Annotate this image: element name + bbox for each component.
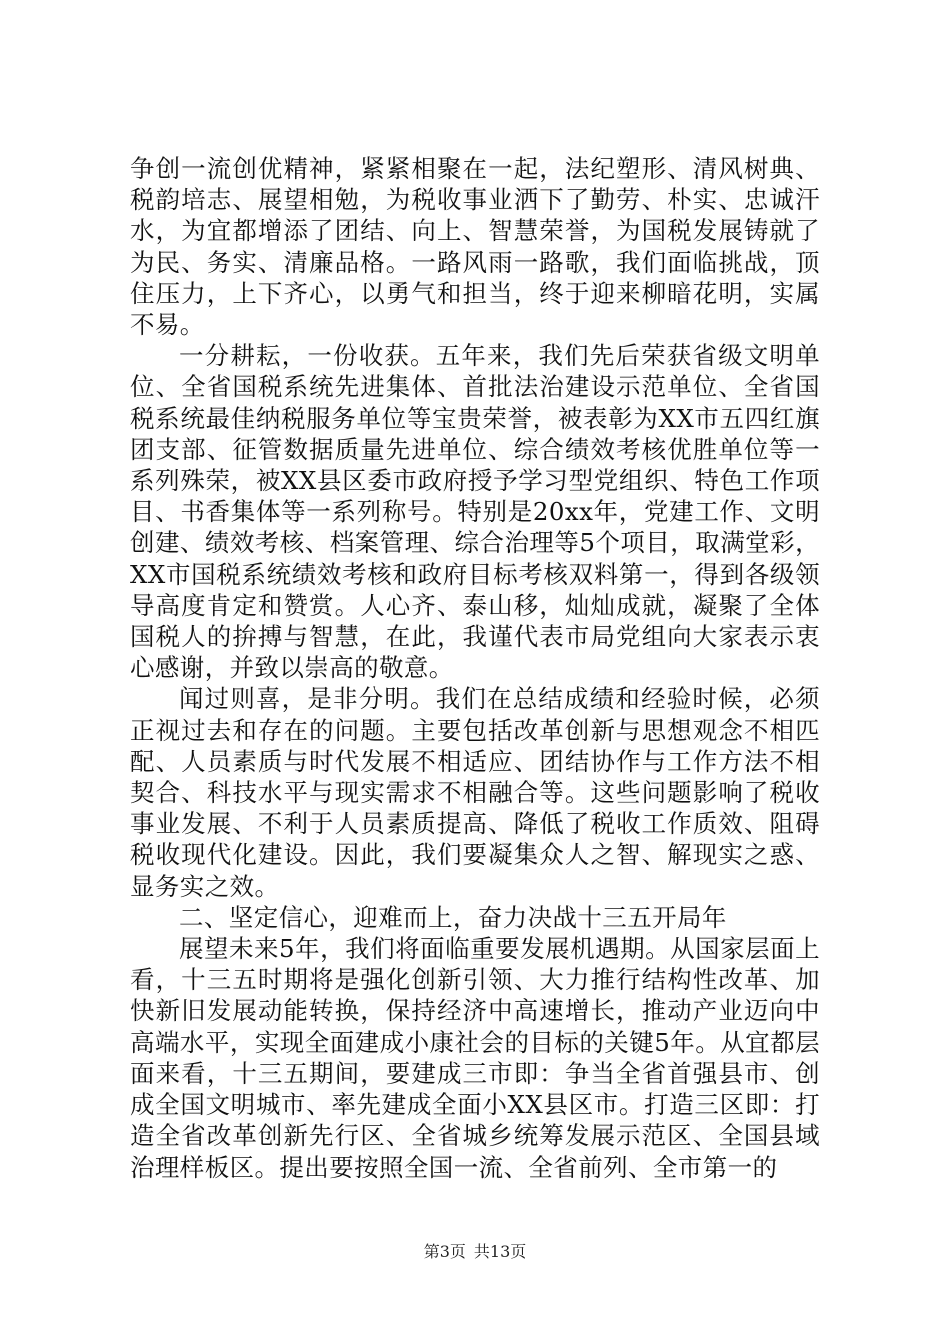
paragraph-1: 争创一流创优精神，紧紧相聚在一起，法纪塑形、清风树典、税韵培志、展望相勉，为税收事业洒下了勤劳、朴实、忠诚汗水，为宜都增添了团结、向上、智慧荣誉，为国税发展铸就了为民、务实、清廉品格。一路风雨一路歌，我们面临挑战，顶住压力，上下齐心，以勇气和担当，终于迎来柳暗花明，实属不易。 xyxy=(130,154,820,340)
page-footer xyxy=(0,1242,950,1262)
paragraph-4: 展望未来5年，我们将面临重要发展机遇期。从国家层面上看，十三五时期将是强化创新引领、大力推行结构性改革、加快新旧发展动能转换，保持经济中高速增长，推动产业迈向中高端水平，实现全面建成小康社会的目标的关键5年。从宜都层面来看，十三五期间，要建成三市即：争当全省首强县市、创成全国文明城市、率先建成全面小XX县区市。打造三区即：打造全省改革创新先行区、全省城乡统筹发展示范区、全国县域治理样板区。提出要按照全国一流、全省前列、全市第一的 xyxy=(130,934,820,1182)
paragraph-3: 闻过则喜，是非分明。我们在总结成绩和经验时候，必须正视过去和存在的问题。主要包括改革创新与思想观念不相匹配、人员素质与时代发展不相适应、团结协作与工作方法不相契合、科技水平与现实需求不相融合等。这些问题影响了税收事业发展、不利于人员素质提高、降低了税收工作质效、阻碍税收现代化建设。因此，我们要凝集众人之智、解现实之惑、显务实之效。 xyxy=(130,684,820,901)
document-body xyxy=(130,153,820,1183)
section-heading: 二、坚定信心，迎难而上，奋力决战十三五开局年 xyxy=(179,902,727,932)
page-number: 第3页 xyxy=(423,1242,466,1261)
paragraph-2: 一分耕耘，一份收获。五年来，我们先后荣获省级文明单位、全省国税系统先进集体、首批法治建设示范单位、全省国税系统最佳纳税服务单位等宝贵荣誉，被表彰为XX市五四红旗团支部、征管数据质量先进单位、综合绩效考核优胜单位等一系列殊荣，被XX县区委市政府授予学习型党组织、特色工作项目、书香集体等一系列称号。特别是20xx年，党建工作、文明创建、绩效考核、档案管理、综合治理等5个项目，取满堂彩，XX市国税系统绩效考核和政府目标考核双料第一，得到各级领导高度肯定和赞赏。人心齐、泰山移，灿灿成就，凝聚了全体国税人的拚搏与智慧，在此，我谨代表市局党组向大家表示衷心感谢，并致以崇高的敬意。 xyxy=(130,341,820,683)
page-total: 共13页 xyxy=(473,1242,527,1261)
